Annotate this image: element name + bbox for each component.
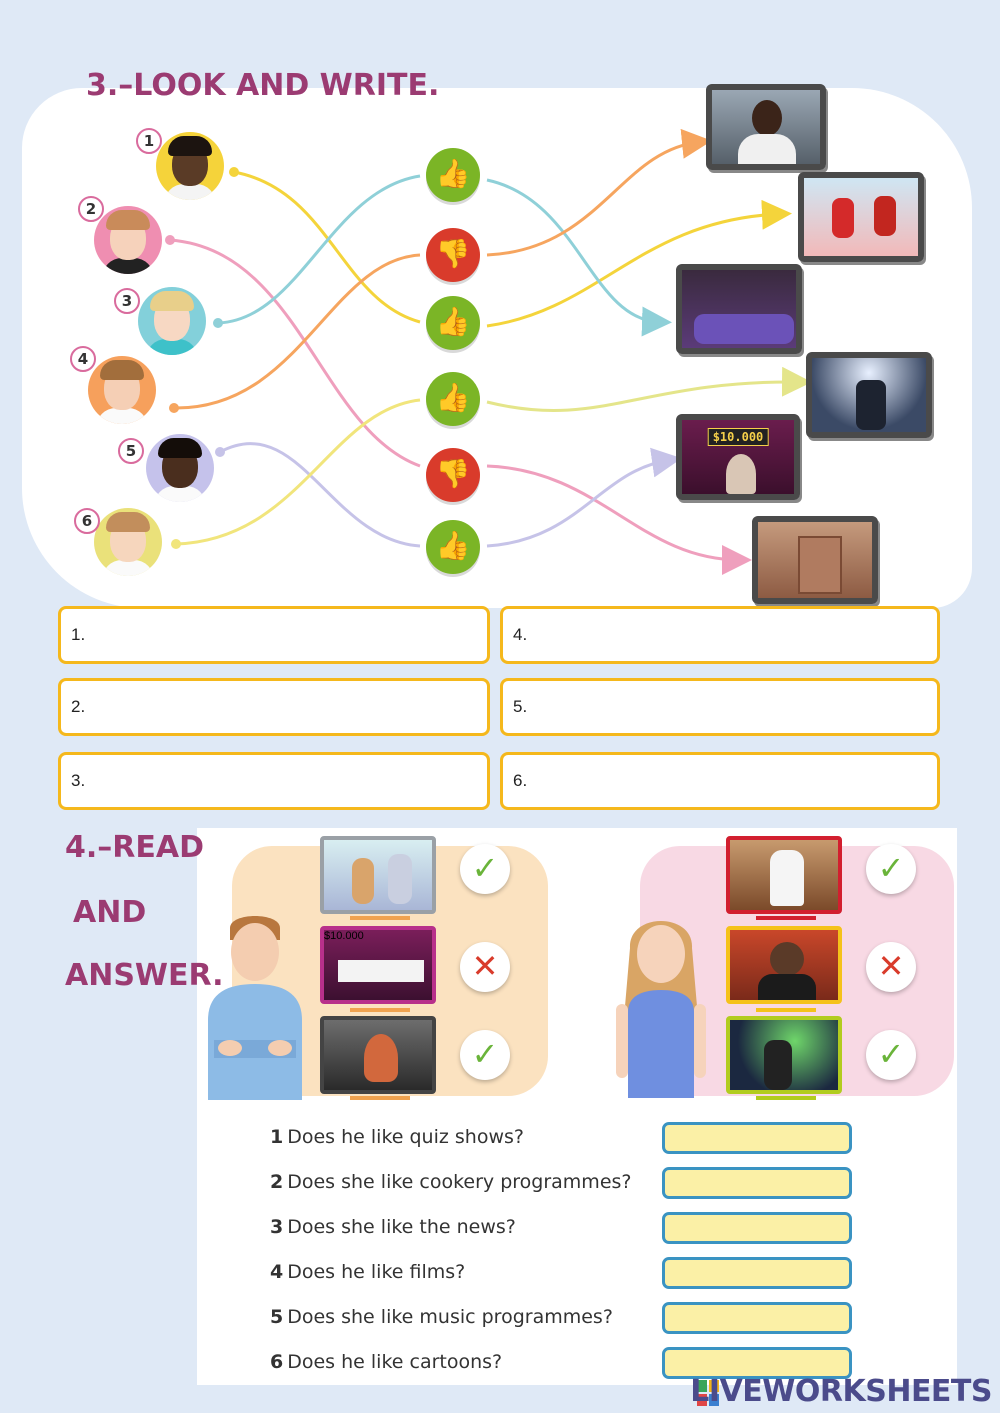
question-5 [270, 1306, 613, 1328]
tv-quiz-show [676, 414, 800, 500]
thumbs-up-icon: 👍 [426, 372, 480, 426]
girl-tv-cookery [726, 836, 842, 914]
answer-input-4[interactable] [662, 1257, 852, 1289]
girl-tv-music [726, 1016, 842, 1094]
person-2-avatar [94, 206, 162, 274]
answer-box-6[interactable] [500, 752, 940, 810]
answer-input-2[interactable] [662, 1167, 852, 1199]
answer-box-number: 6. [513, 771, 528, 790]
question-number: 6 [270, 1351, 284, 1373]
question-number: 4 [270, 1261, 284, 1283]
answer-box-3[interactable] [58, 752, 490, 810]
question-text: Does he like quiz shows? [287, 1126, 524, 1148]
check-icon: ✓ [460, 844, 510, 894]
question-text: Does she like the news? [287, 1216, 516, 1238]
question-text: Does he like cartoons? [287, 1351, 503, 1373]
tv-stand [350, 1008, 410, 1012]
answer-input-3[interactable] [662, 1212, 852, 1244]
cross-icon: ✕ [866, 942, 916, 992]
exercise4-title-line-2: AND [73, 895, 147, 930]
check-icon: ✓ [866, 844, 916, 894]
answer-box-2[interactable] [58, 678, 490, 736]
person-5-number: 5 [118, 438, 144, 464]
question-6 [270, 1351, 502, 1373]
boy-tv-quiz-show [320, 926, 436, 1004]
answer-box-number: 5. [513, 697, 528, 716]
answer-box-number: 3. [71, 771, 86, 790]
question-1 [270, 1126, 524, 1148]
tv-music-band [806, 352, 932, 438]
answer-input-1[interactable] [662, 1122, 852, 1154]
question-2 [270, 1171, 632, 1193]
boy-tv-film [320, 1016, 436, 1094]
answer-box-4[interactable] [500, 606, 940, 664]
question-text: Does she like music programmes? [287, 1306, 613, 1328]
thumbs-down-icon: 👎 [426, 228, 480, 282]
answer-box-number: 1. [71, 625, 86, 644]
tv-stand [756, 1008, 816, 1012]
tv-stand [756, 916, 816, 920]
exercise3-title: 3.–LOOK AND WRITE. [86, 68, 440, 103]
person-4-number: 4 [70, 346, 96, 372]
exercise4-title-line-1: 4.–READ [65, 830, 204, 865]
answer-input-5[interactable] [662, 1302, 852, 1334]
person-5-avatar [146, 434, 214, 502]
price-label: $10.000 [708, 428, 769, 446]
answer-box-1[interactable] [58, 606, 490, 664]
question-number: 2 [270, 1171, 284, 1193]
tv-petra-landmark [752, 516, 878, 604]
girl-tv-news [726, 926, 842, 1004]
person-3-avatar [138, 287, 206, 355]
price-label: $10.000 [324, 930, 364, 942]
person-6-avatar [94, 508, 162, 576]
person-4-avatar [88, 356, 156, 424]
person-6-number: 6 [74, 508, 100, 534]
thumbs-down-icon: 👎 [426, 448, 480, 502]
question-number: 5 [270, 1306, 284, 1328]
answer-box-number: 2. [71, 697, 86, 716]
answer-box-5[interactable] [500, 678, 940, 736]
tv-stand [350, 916, 410, 920]
boy-tv-cartoon [320, 836, 436, 914]
tv-stand [350, 1096, 410, 1100]
question-number: 3 [270, 1216, 284, 1238]
person-1-number: 1 [136, 128, 162, 154]
tv-dancers [676, 264, 802, 354]
thumbs-up-icon: 👍 [426, 296, 480, 350]
question-4 [270, 1261, 465, 1283]
tv-news-reporter [706, 84, 826, 170]
check-icon: ✓ [460, 1030, 510, 1080]
tv-stand [756, 1096, 816, 1100]
person-2-number: 2 [78, 196, 104, 222]
thumbs-up-icon: 👍 [426, 148, 480, 202]
cross-icon: ✕ [460, 942, 510, 992]
question-text: Does she like cookery programmes? [287, 1171, 632, 1193]
answer-box-number: 4. [513, 625, 528, 644]
tv-cartoon-heroes [798, 172, 924, 262]
question-3 [270, 1216, 516, 1238]
thumbs-up-icon: 👍 [426, 520, 480, 574]
question-number: 1 [270, 1126, 284, 1148]
boy-figure [200, 910, 310, 1100]
check-icon: ✓ [866, 1030, 916, 1080]
exercise4-title-line-3: ANSWER. [65, 958, 224, 993]
person-1-avatar [156, 132, 224, 200]
question-text: Does he like films? [287, 1261, 466, 1283]
girl-figure [606, 908, 716, 1098]
person-3-number: 3 [114, 288, 140, 314]
liveworksheets-logo[interactable]: LIVEWORKSHEETS [690, 1374, 992, 1409]
